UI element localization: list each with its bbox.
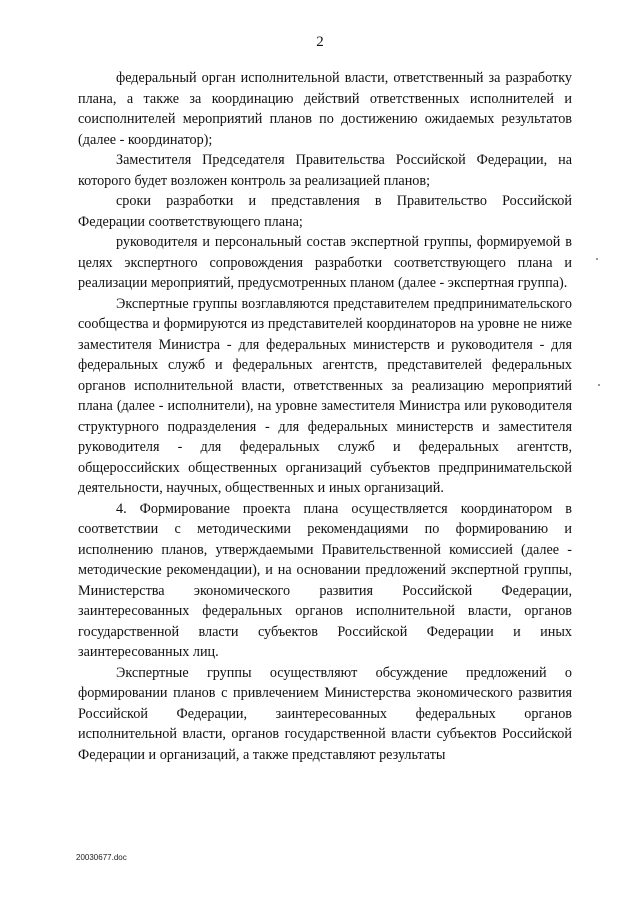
paragraph-deputy-chairman: Заместителя Председателя Правительства Российской Федерации, на которого будет возложен контроль за реализацией планов; xyxy=(78,152,572,189)
paragraph-item-4-plan-formation: 4. Формирование проекта плана осуществляется координатором в соответствии с методическими рекомендациями по формированию и исполнению планов, утверждаемыми Правительственной комиссией (далее - методические рекомендации), и на основании предложений экспертной группы, Министерства экономического развития Российской Федерации, заинтересованных федеральных органов исполнительной власти, органов государственной власти субъектов Российской Федерации и иных заинтересованных лиц. xyxy=(78,500,572,660)
scan-speck xyxy=(596,258,598,260)
footer-filename: 20030677.doc xyxy=(76,853,127,862)
paragraph-coordinator: федеральный орган исполнительной власти, ответственный за разработку плана, а также за координацию действий ответственных исполнителей и соисполнителей мероприятий планов по достижению ожидаемых результатов (далее - координатор); xyxy=(78,70,572,148)
paragraph-expert-groups-discussion: Экспертные группы осуществляют обсуждение предложений о формировании планов с привлечением Министерства экономического развития Российской Федерации, заинтересованных федеральных органов исполнительной власти, органов государственной власти субъектов Российской Федерации и организаций, а также представляют результаты xyxy=(78,664,572,763)
paragraph-expert-groups-composition: Экспертные группы возглавляются представителем предпринимательского сообщества и формируются из представителей координаторов на уровне не ниже заместителя Министра - для федеральных министерств и руководителя - для федеральных служб и федеральных агентств, представителей федеральных органов исполнительной власти, ответственных за реализацию мероприятий плана (далее - исполнители), на уровне заместителя Министра или руководителя структурного подразделения - для федеральных министерств и заместителя руководителя - для федеральных служб и федеральных агентств, общероссийских общественных организаций субъектов предпринимательской деятельности, научных, общественных и иных организаций. xyxy=(78,295,572,496)
scan-speck xyxy=(598,384,600,386)
document-body xyxy=(78,68,572,765)
paragraph-expert-group-head: руководителя и персональный состав экспертной группы, формируемой в целях экспертного сопровождения разработки соответствующего плана и реализации мероприятий, предусмотренных планом (далее - экспертная группа). xyxy=(78,234,572,291)
page-number: 2 xyxy=(316,34,324,50)
paragraph-deadlines: сроки разработки и представления в Правительство Российской Федерации соответствующего плана; xyxy=(78,193,572,230)
